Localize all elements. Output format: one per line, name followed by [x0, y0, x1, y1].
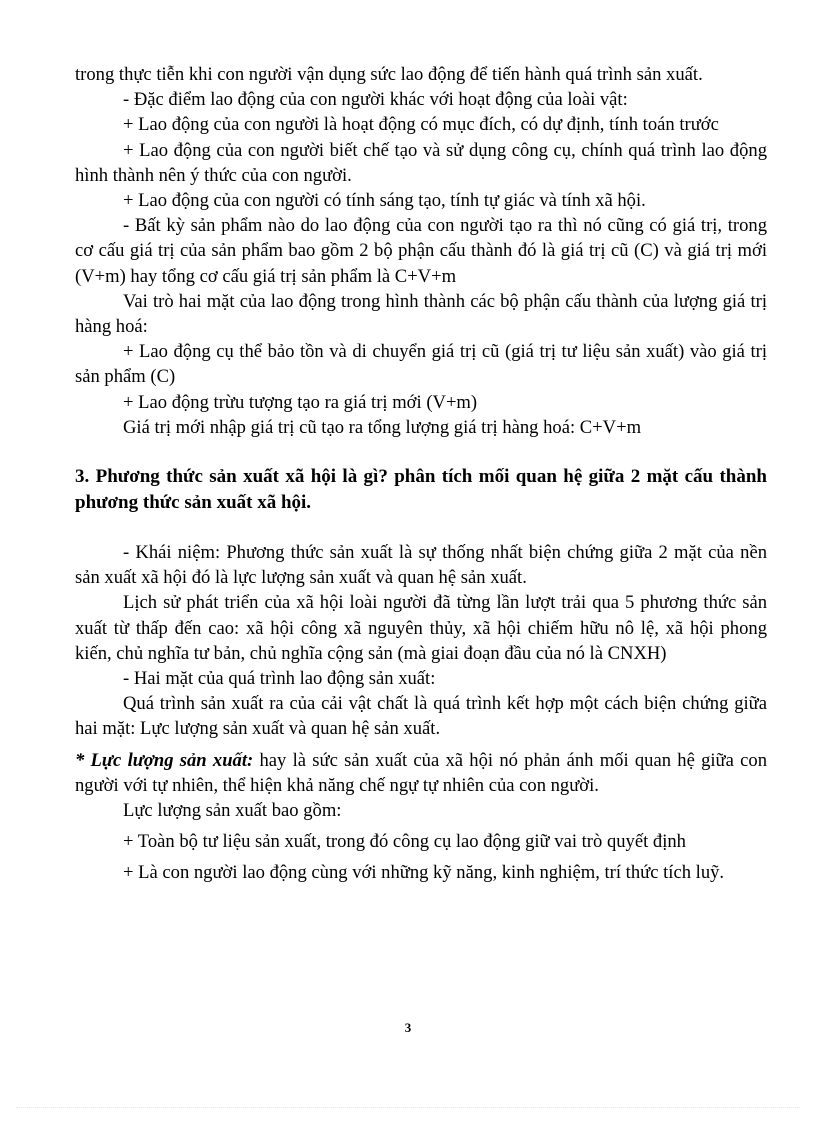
- paragraph: Quá trình sản xuất ra của cải vật chất là quá trình kết hợp một cách biện chứng giữa hai mặt: Lực lượng sản xuất và quan hệ sản xuất.: [75, 693, 767, 740]
- footer-divider: [16, 1107, 800, 1108]
- paragraph: + Lao động của con người biết chế tạo và sử dụng công cụ, chính quá trình lao động hình thành nên ý thức của con người.: [75, 139, 767, 186]
- document-page: [75, 62, 767, 886]
- paragraph: Giá trị mới nhập giá trị cũ tạo ra tổng lượng giá trị hàng hoá: C+V+m: [123, 416, 642, 438]
- paragraph: Lực lượng sản xuất bao gồm:: [123, 800, 342, 822]
- page-number: 3: [404, 1020, 412, 1035]
- paragraph: Lịch sử phát triển của xã hội loài người đã từng lần lượt trải qua 5 phương thức sản xuất từ thấp đến cao: xã hội công xã nguyên thủy, xã hội chiếm hữu nô lệ, xã hội phong kiến, chủ nghĩa tư bản, chủ nghĩa cộng sản (mà giai đoạn đầu của nó là CNXH): [75, 592, 767, 664]
- paragraph: - Bất kỳ sản phẩm nào do lao động của con người tạo ra thì nó cũng có giá trị, trong cơ cấu giá trị của sản phẩm bao gồm 2 bộ phận cấu thành đó là giá trị cũ (C) và giá trị mới (V+m) hay tổng cơ cấu giá trị sản phẩm là C+V+m: [75, 215, 767, 287]
- paragraph: + Lao động cụ thể bảo tồn và di chuyển giá trị cũ (giá trị tư liệu sản xuất) vào giá trị sản phẩm (C): [75, 341, 767, 388]
- paragraph: - Hai mặt của quá trình lao động sản xuất:: [123, 668, 436, 690]
- definition-paragraph: [75, 748, 767, 798]
- paragraph: + Lao động của con người có tính sáng tạo, tính tự giác và tính xã hội.: [123, 190, 646, 212]
- paragraph: + Lao động của con người là hoạt động có mục đích, có dự định, tính toán trước: [123, 114, 719, 136]
- paragraph: + Toàn bộ tư liệu sản xuất, trong đó công cụ lao động giữ vai trò quyết định: [123, 831, 686, 853]
- paragraph: - Đặc điểm lao động của con người khác với hoạt động của loài vật:: [123, 89, 628, 111]
- section-heading: 3. Phương thức sản xuất xã hội là gì? phân tích mối quan hệ giữa 2 mặt cấu thành phương thức sản xuất xã hội.: [75, 466, 767, 514]
- paragraph: - Khái niệm: Phương thức sản xuất là sự thống nhất biện chứng giữa 2 mặt của nền sản xuất xã hội đó là lực lượng sản xuất và quan hệ sản xuất.: [75, 542, 767, 589]
- paragraph: Vai trò hai mặt của lao động trong hình thành các bộ phận cấu thành của lượng giá trị hàng hoá:: [75, 290, 767, 338]
- paragraph: trong thực tiễn khi con người vận dụng sức lao động để tiến hành quá trình sản xuất.: [75, 64, 703, 85]
- paragraph: + Là con người lao động cùng với những kỹ năng, kinh nghiệm, trí thức tích luỹ.: [123, 862, 725, 884]
- definition-term: * Lực lượng sản xuất:: [75, 749, 254, 771]
- definition-text: hay là sức sản xuất của xã hội nó phản ánh mối quan hệ giữa con người với tự nhiên, thể hiện khả năng chế ngự tự nhiên của con người.: [75, 749, 767, 796]
- paragraph: + Lao động trừu tượng tạo ra giá trị mới (V+m): [123, 391, 478, 413]
